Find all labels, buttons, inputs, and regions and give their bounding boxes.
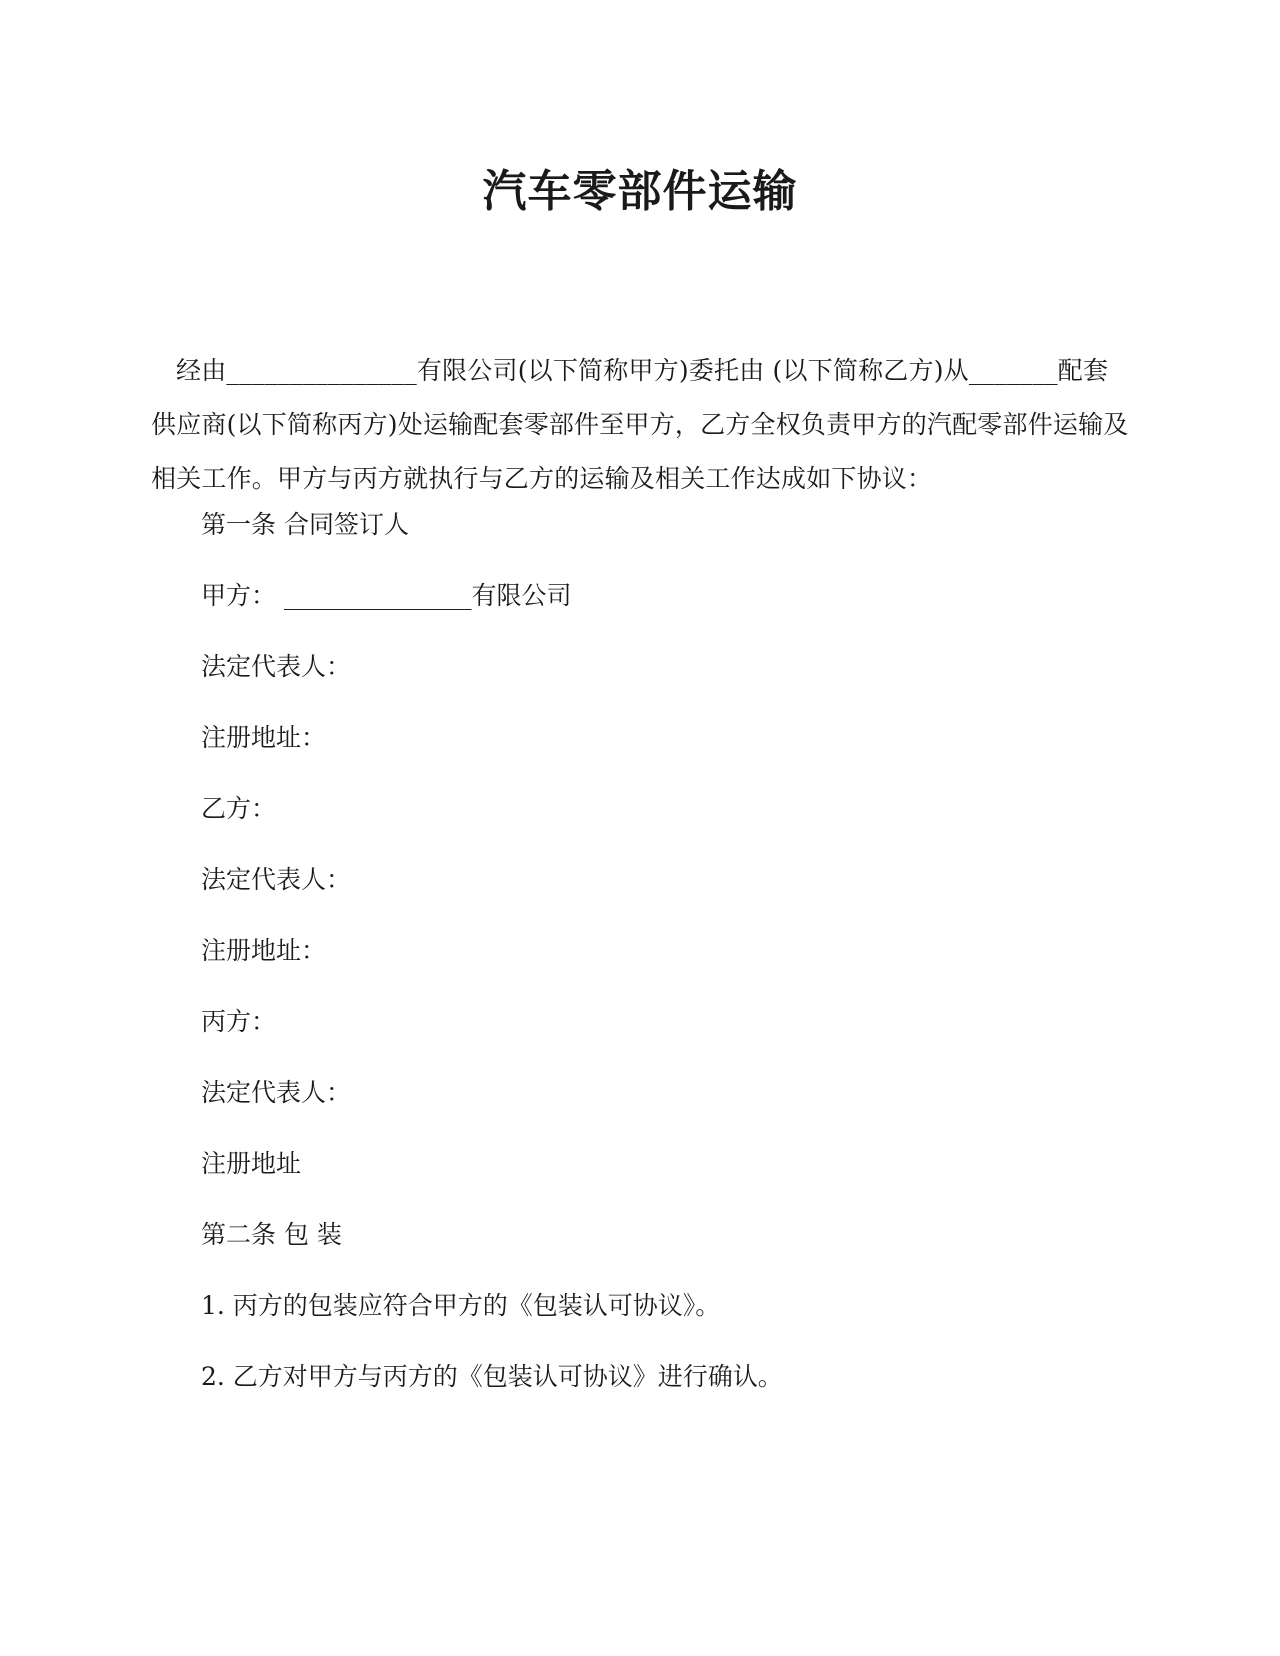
party-c-address: 注册地址 xyxy=(201,1149,302,1178)
party-b-address: 注册地址： xyxy=(201,936,327,965)
party-b-representative: 法定代表人： xyxy=(201,865,352,894)
party-c-representative: 法定代表人： xyxy=(201,1078,352,1107)
party-a-address: 注册地址： xyxy=(201,723,327,752)
clause-2: 2. 乙方对甲方与丙方的《包装认可协议》进行确认。 xyxy=(201,1362,783,1391)
article-2-heading: 第二条 包 装 xyxy=(201,1220,342,1249)
party-a-line: 甲方： _______________有限公司 xyxy=(201,581,572,610)
party-a-representative: 法定代表人： xyxy=(201,652,352,681)
party-c-line: 丙方： xyxy=(201,1007,277,1036)
clause-1: 1. 丙方的包装应符合甲方的《包装认可协议》。 xyxy=(201,1291,721,1320)
document-title: 汽车零部件运输 xyxy=(482,166,798,217)
party-b-line: 乙方： xyxy=(201,794,277,823)
intro-paragraph: 经由_______________有限公司(以下简称甲方)委托由 (以下简称乙方)从_______配套供应商(以下简称丙方)处运输配套零部件至甲方，乙方全权负责甲方的汽配零部件运输及相关工作。甲方与丙方就执行与乙方的运输及相关工作达成如下协议： xyxy=(151,356,1129,493)
article-1-heading: 第一条 合同签订人 xyxy=(201,510,409,539)
